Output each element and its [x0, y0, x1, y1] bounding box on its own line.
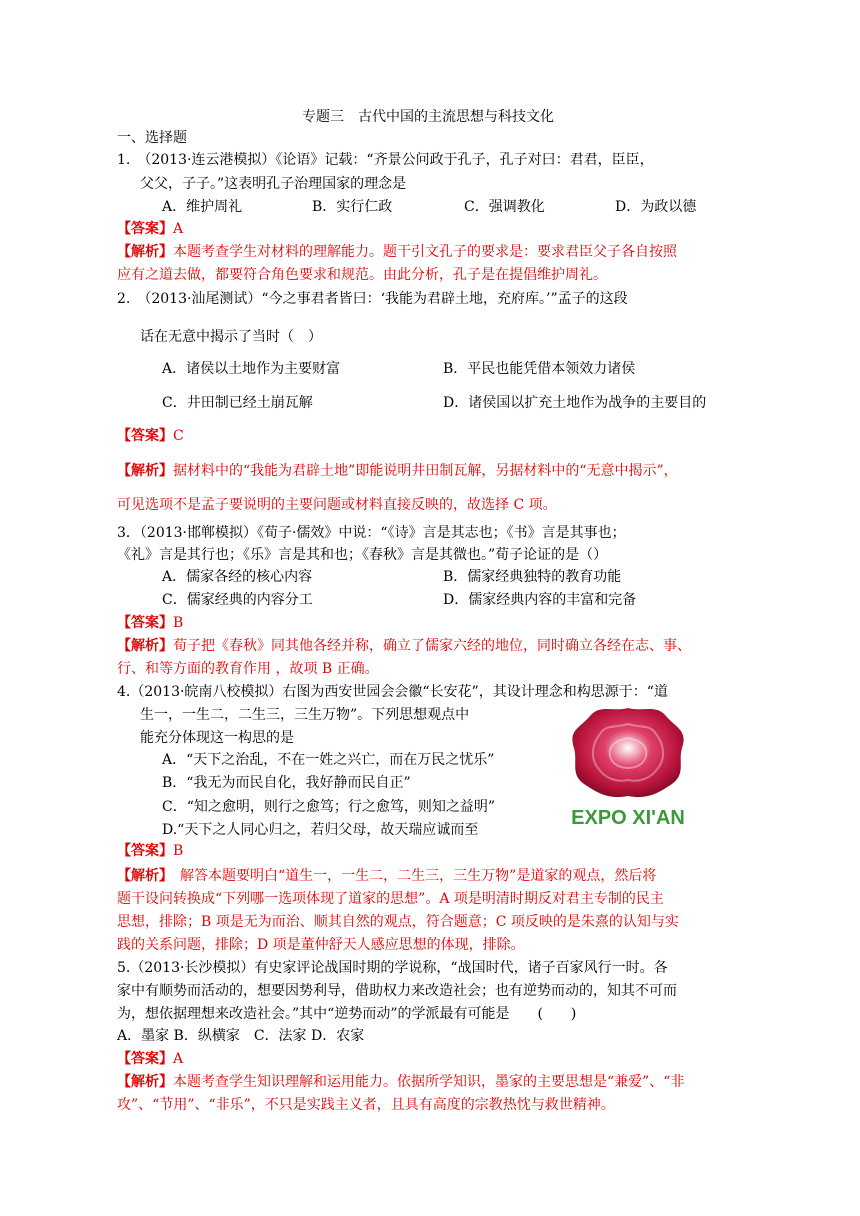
q2-option-d: D．诸侯国以扩充土地作为战争的主要目的	[443, 395, 707, 411]
analysis-text: 本题考查学生对材料的理解能力。题干引文孔子的要求是：要求君臣父子各自按照	[173, 244, 677, 260]
q5-answer	[117, 1049, 183, 1069]
analysis-label: 【解析】	[117, 1074, 173, 1090]
q4-option-a: A．“天下之治乱，不在一姓之兴亡，而在万民之忧乐”	[162, 752, 495, 768]
q2-stem-line1: 2. （2013·汕尾测试）“今之事君者皆曰：‘我能为君辟土地，充府库。’”孟子的这段	[117, 291, 628, 307]
answer-value: C	[173, 428, 184, 444]
q2-option-c: C．井田制已经土崩瓦解	[162, 395, 313, 411]
answer-label: 【答案】	[117, 615, 173, 631]
q3-answer	[117, 613, 183, 633]
answer-label: 【答案】	[117, 1051, 173, 1067]
q4-answer	[117, 841, 183, 861]
answer-label: 【答案】	[117, 428, 173, 444]
q1-stem-line1: 1. （2013·连云港模拟）《论语》记载：“齐景公问政于孔子，孔子对曰：君君，臣臣，	[117, 152, 654, 168]
answer-label: 【答案】	[117, 843, 173, 859]
q3-analysis-line1	[117, 636, 691, 656]
q4-stem-line1: 4.（2013·皖南八校模拟）右图为西安世园会会徽“长安花”，其设计理念和构思源于：“道	[117, 684, 668, 700]
q3-stem-line2: 《礼》言是其行也；《乐》言是其和也；《春秋》言是其微也。”荀子论证的是（）	[117, 547, 608, 563]
answer-value: A	[173, 221, 184, 237]
q2-option-a: A．诸侯以土地作为主要财富	[162, 361, 341, 377]
analysis-text: 据材料中的“我能为君辟土地”即能说明井田制瓦解，另据材料中的“无意中揭示”，	[173, 463, 678, 479]
q3-option-d: D．儒家经典内容的丰富和完备	[443, 592, 637, 608]
q2-answer	[117, 426, 184, 446]
q5-analysis-line1	[117, 1072, 684, 1092]
analysis-text: 本题考查学生知识理解和运用能力。依据所学知识，墨家的主要思想是“兼爱”、“非	[173, 1074, 685, 1090]
q5-stem-line3: 为，想依据理想来改造社会。”其中“逆势而动”的学派最有可能是 ( )	[117, 1006, 577, 1022]
q5-analysis-line2: 攻”、“节用”、“非乐”，不只是实践主义者，且具有高度的宗教热忱与救世精神。	[117, 1097, 615, 1113]
q2-analysis-line2: 可见选项不是孟子要说明的主要问题或材料直接反映的，故选择 C 项。	[117, 497, 557, 513]
changan-flower-emblem	[548, 700, 708, 830]
q3-stem-line1: 3．（2013·邯郸模拟）《荀子·儒效》中说：“《诗》言是其志也；《书》言是其事也；	[117, 525, 626, 541]
q4-analysis-line3: 思想，排除；B 项是无为而治、顺其自然的观点，符合题意；C 项反映的是朱熹的认知与实	[117, 914, 679, 930]
q1-option-a: A．维护周礼	[162, 199, 243, 215]
q4-analysis-line4: 践的关系问题，排除；D 项是董仲舒天人感应思想的体现，排除。	[117, 937, 525, 953]
q1-option-d: D．为政以德	[615, 199, 697, 215]
q4-stem-line2: 生一，一生二，二生三，三生万物”。下列思想观点中	[140, 707, 470, 723]
answer-value: B	[173, 843, 184, 859]
q4-option-b: B．“我无为而民自化，我好静而民自正”	[162, 775, 411, 791]
section-heading: 一、选择题	[117, 130, 187, 146]
q4-analysis-line1	[117, 866, 656, 886]
analysis-label: 【解析】	[117, 638, 173, 654]
analysis-label: 【解析】	[117, 868, 166, 884]
q4-stem-line3: 能充分体现这一构思的是	[140, 730, 294, 746]
expo-xian-logo	[548, 700, 708, 830]
q4-option-c: C．“知之愈明，则行之愈笃；行之愈笃，则知之益明”	[162, 799, 496, 815]
analysis-label: 【解析】	[117, 463, 173, 479]
answer-label: 【答案】	[117, 221, 173, 237]
q4-option-d: D.“天下之人同心归之，若归父母，故天瑞应诚而至	[162, 822, 479, 838]
q2-analysis-line1	[117, 461, 678, 481]
q5-stem-line1: 5.（2013·长沙模拟）有史家评论战国时期的学说称，“战国时代，诸子百家风行一时。各	[117, 960, 668, 976]
analysis-text: 解答本题要明白“道生一，一生二，二生三，三生万物”是道家的观点，然后将	[166, 868, 657, 884]
q5-stem-line2: 家中有顺势而活动的，想要因势利导，借助权力来改造社会；也有逆势而动的，知其不可而	[117, 983, 677, 999]
q1-analysis-line2: 应有之道去做，都要符合角色要求和规范。由此分析，孔子是在提倡维护周礼。	[117, 267, 607, 283]
q1-answer	[117, 219, 183, 239]
q5-options: A．墨家 B．纵横家 C．法家 D．农家	[117, 1028, 365, 1044]
q1-option-b: B．实行仁政	[312, 199, 393, 215]
page-title: 专题三 古代中国的主流思想与科技文化	[302, 109, 554, 125]
q1-option-c: C．强调教化	[464, 199, 545, 215]
q3-option-b: B．儒家经典独特的教育功能	[443, 569, 622, 585]
answer-value: B	[173, 615, 184, 631]
q3-option-a: A．儒家各经的核心内容	[162, 569, 313, 585]
q3-option-c: C．儒家经典的内容分工	[162, 592, 313, 608]
q2-option-b: B．平民也能凭借本领效力诸侯	[443, 361, 636, 377]
analysis-text: 荀子把《春秋》同其他各经并称，确立了儒家六经的地位，同时确立各经在志、事、	[173, 638, 691, 654]
q4-analysis-line2: 题干设问转换成“下列哪一选项体现了道家的思想”。A 项是明清时期反对君主专制的民主	[117, 891, 664, 907]
q1-stem-line2: 父父，子子。”这表明孔子治理国家的理念是	[140, 176, 407, 192]
analysis-label: 【解析】	[117, 244, 173, 260]
q1-analysis-line1	[117, 242, 677, 262]
q3-analysis-line2: 行、和等方面的教育作用 ，故项 B 正确。	[117, 661, 379, 677]
q2-stem-line2: 话在无意中揭示了当时（ ）	[140, 329, 322, 345]
logo-wordmark: EXPO XI'AN	[571, 807, 685, 829]
answer-value: A	[173, 1051, 184, 1067]
